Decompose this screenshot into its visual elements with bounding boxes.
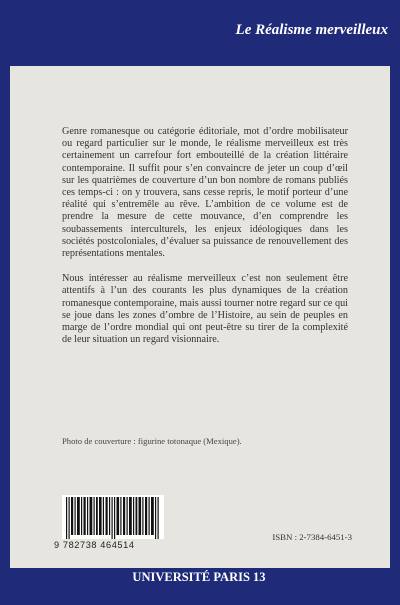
book-title: Le Réalisme merveilleux xyxy=(235,22,388,38)
summary-paragraph-2: Nous intéresser au réalisme merveilleux c’est non seulement être attentifs à l’un des courants les plus dynamiques de la création romanesque contemporaine, mais aussi tourner notre regard sur ce qui se joue dans les zones d’ombre de l’Histoire, au sein de peuples en marge de l’ordre mondial qui ont peut-être su tirer de la complexité de leur situation un regard visionnaire. xyxy=(62,273,348,346)
barcode-icon xyxy=(62,495,164,539)
photo-credit: Photo de couverture : figurine totonaque (Mexique). xyxy=(62,436,242,446)
summary-paragraph-1: Genre romanesque ou catégorie éditoriale, mot d’ordre mobilisateur ou regard particulier sur le monde, le réalisme merveilleux est très certainement un carrefour fort embouteillé de la création littéraire contemporaine. Il suffit pour s’en convaincre de jeter un coup d’œil sur les quatrièmes de couverture d’un bon nombre de romans publiés ces temps-ci : on y trouvera, sans cesse repris, le motif porteur d’une réalité qui s’entremêle au rêve. L’ambition de ce volume est de prendre la mesure de cette mouvance, d’en comprendre les soubassements interculturels, les enjeux idéologiques dans les sociétés postcoloniales, d’évaluer sa puissance de renouvellement des représentations mentales. xyxy=(62,126,348,260)
isbn-label: ISBN : 2-7384-6451-3 xyxy=(272,532,352,542)
publisher-name: UNIVERSITÉ PARIS 13 xyxy=(132,570,266,584)
barcode-digits: 9 782738 464514 xyxy=(54,540,135,550)
back-cover-text xyxy=(62,126,348,359)
